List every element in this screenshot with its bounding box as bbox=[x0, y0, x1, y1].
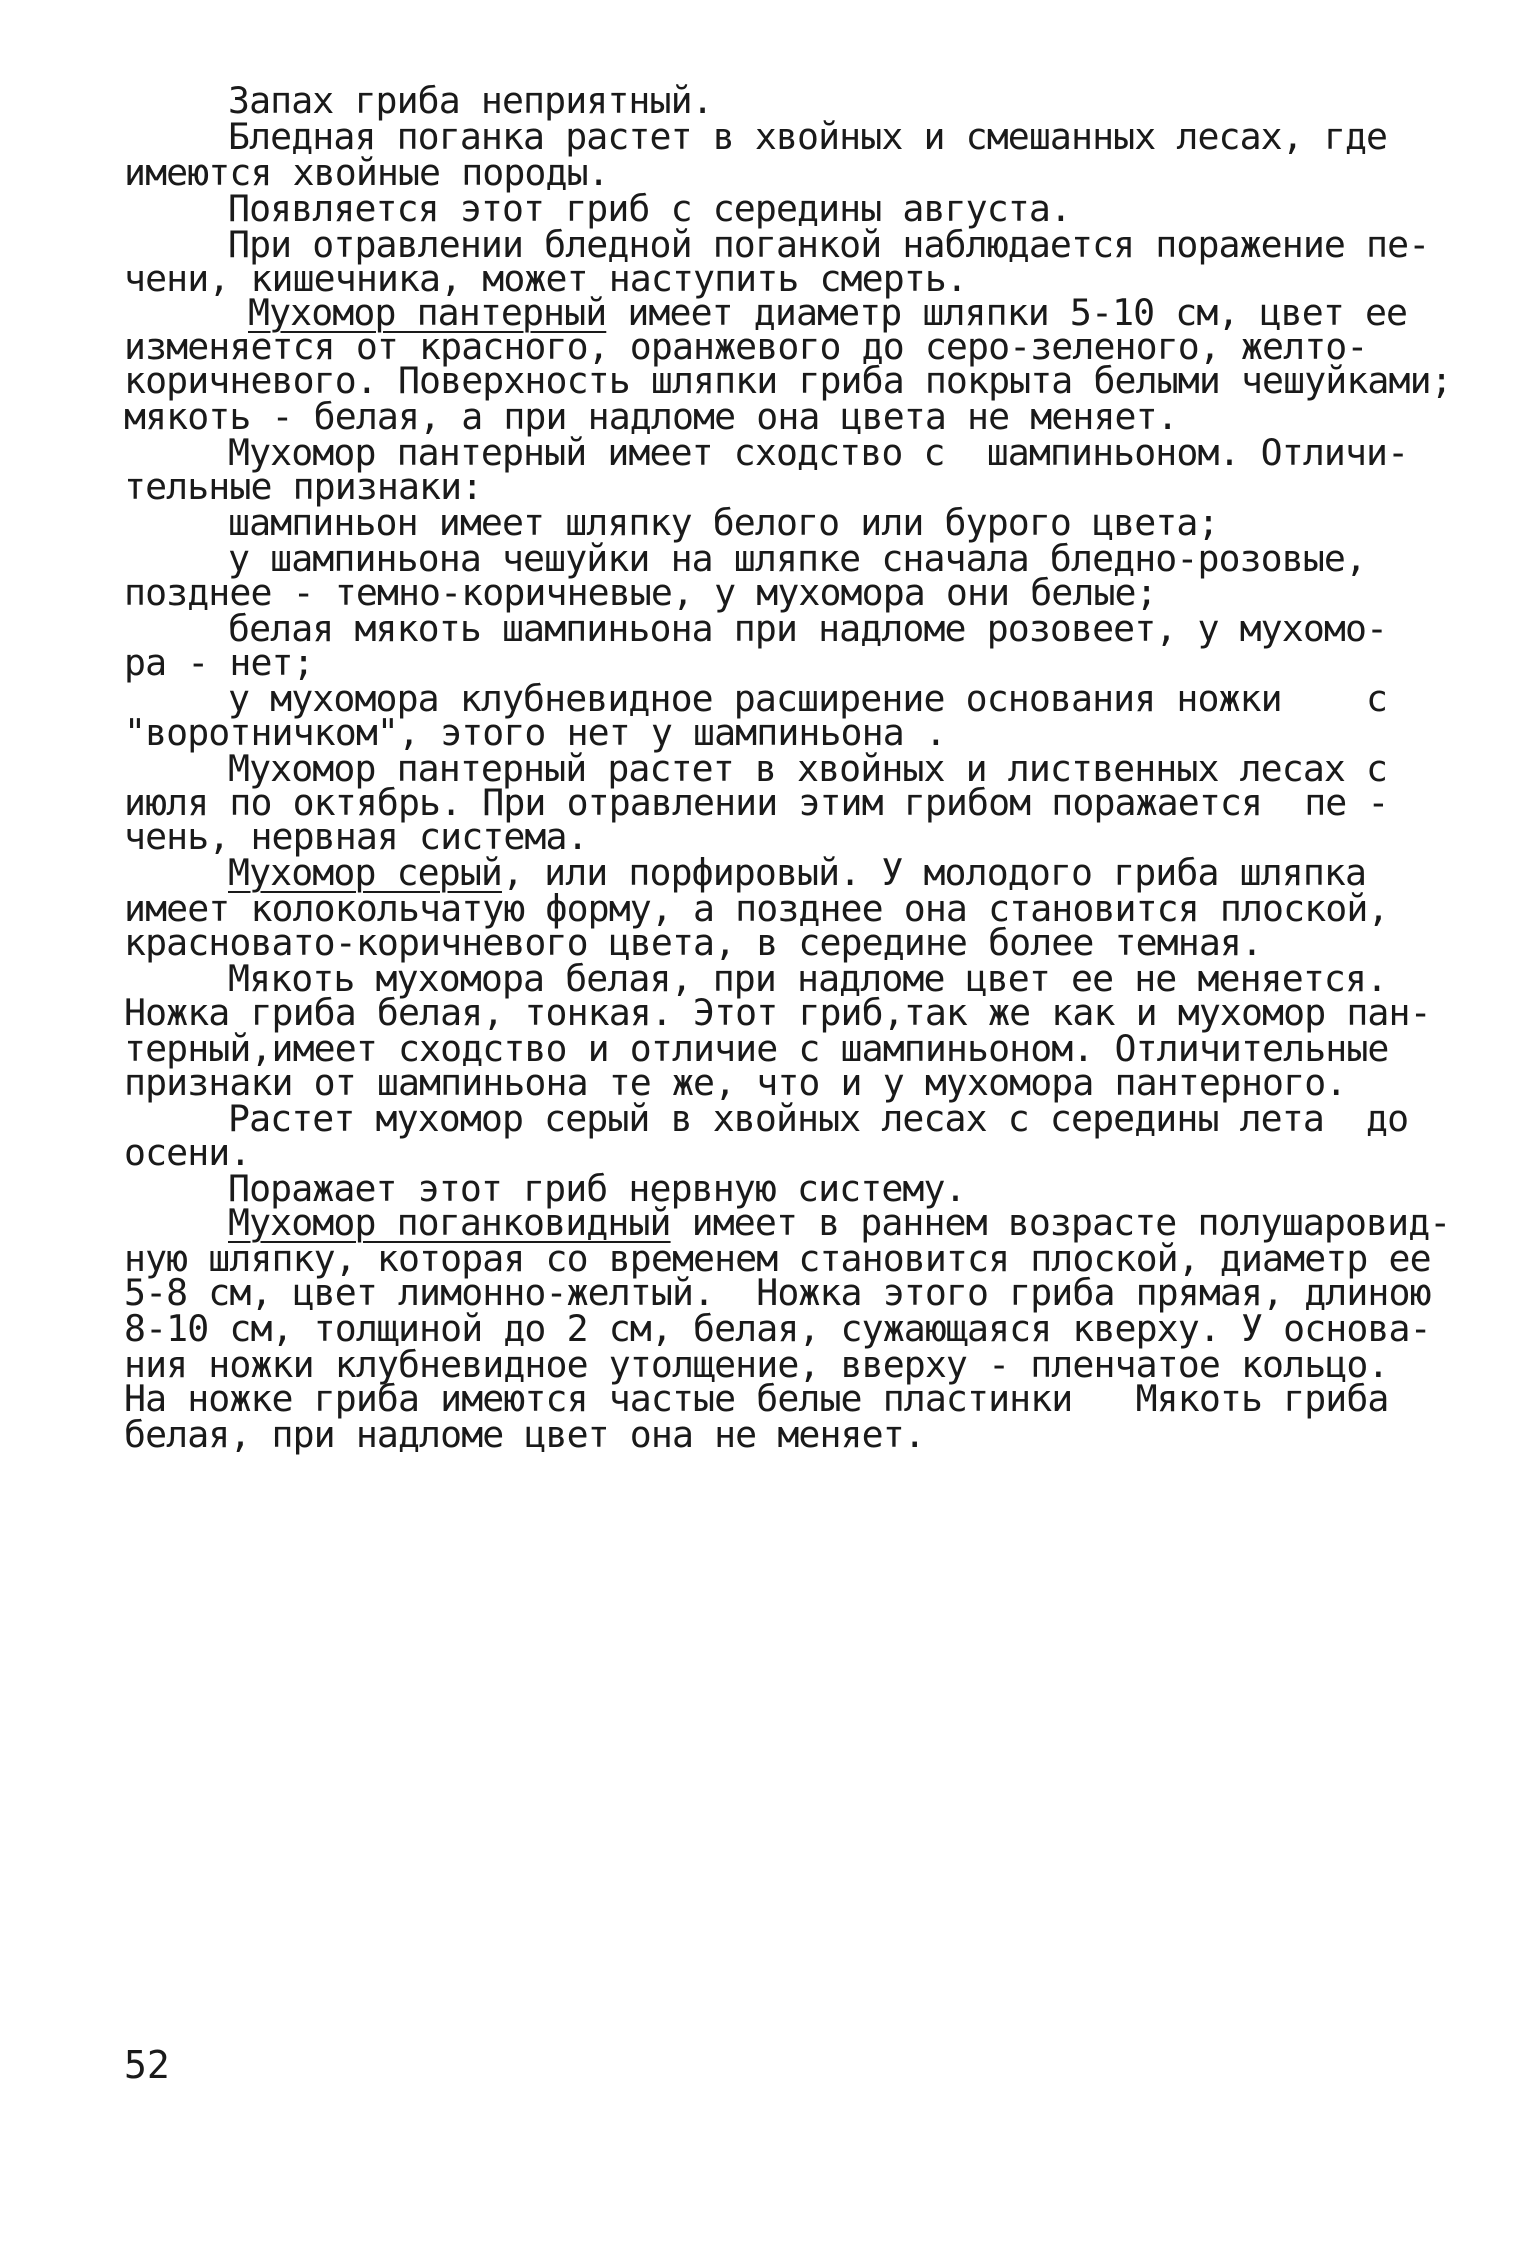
text-run: у мухомора клубневидное расширение основания ножки с bbox=[228, 677, 1388, 720]
text-run: тельные признаки: bbox=[124, 465, 483, 508]
text-run: чень, нервная система. bbox=[124, 815, 588, 858]
text-run: признаки от шампиньона те же, что и у мухомора пантерного. bbox=[124, 1061, 1347, 1104]
text-run: Растет мухомор серый в хвойных лесах с середины лета до bbox=[228, 1097, 1409, 1140]
underlined-heading: Мухомор поганковидный bbox=[228, 1201, 671, 1244]
text-run: Мякоть мухомора белая, при надломе цвет ее не меняется. bbox=[228, 957, 1388, 1000]
text-run: Поражает этот гриб нервную систему. bbox=[228, 1167, 966, 1210]
text-run: имеет в раннем возрасте полушаровид- bbox=[670, 1201, 1451, 1244]
page-number: 52 bbox=[124, 2043, 170, 2087]
text-run: красновато-коричневого цвета, в середине более темная. bbox=[124, 921, 1263, 964]
text-run: терный,имеет сходство и отличие с шампиньоном. Отличительные bbox=[124, 1027, 1389, 1070]
text-run: имеет колокольчатую форму, а позднее она становится плоской, bbox=[124, 887, 1389, 930]
text-run: мякоть - белая, а при надломе она цвета не меняет. bbox=[124, 395, 1178, 438]
text-run: На ножке гриба имеются частые белые пластинки Мякоть гриба bbox=[124, 1377, 1389, 1420]
text-run: коричневого. Поверхность шляпки гриба покрыта белыми чешуйками; bbox=[124, 359, 1452, 402]
text-line bbox=[124, 1410, 925, 1460]
text-run: Ножка гриба белая, тонкая. Этот гриб,так же как и мухомор пан- bbox=[124, 991, 1431, 1034]
text-run: осени. bbox=[124, 1131, 251, 1174]
text-run: 8-10 см, толщиной до 2 см, белая, сужающаяся кверху. У основа- bbox=[124, 1307, 1431, 1350]
text-run: При отравлении бледной поганкой наблюдается поражение пе- bbox=[228, 223, 1430, 266]
text-run: Мухомор пантерный имеет сходство с шампиньоном. Отличи- bbox=[228, 431, 1409, 474]
underlined-heading: Мухомор пантерный bbox=[248, 291, 607, 334]
text-line bbox=[228, 604, 1387, 654]
text-run: белая, при надломе цвет она не меняет. bbox=[124, 1413, 925, 1456]
text-run: "воротничком", этого нет у шампиньона . bbox=[124, 711, 946, 754]
text-run: ния ножки клубневидное утолщение, вверху - пленчатое кольцо. bbox=[124, 1343, 1389, 1386]
text-run: шампиньон имеет шляпку белого или бурого цвета; bbox=[228, 501, 1219, 544]
text-run: чени, кишечника, может наступить смерть. bbox=[124, 257, 967, 300]
text-run: Появляется этот гриб с середины августа. bbox=[228, 187, 1071, 230]
text-run: ра - нет; bbox=[124, 641, 314, 684]
text-run: июля по октябрь. При отравлении этим грибом поражается пе - bbox=[124, 781, 1389, 824]
text-run: , или порфировый. У молодого гриба шляпка bbox=[501, 851, 1367, 894]
text-run: 5-8 см, цвет лимонно-желтый. Ножка этого гриба прямая, длиною bbox=[124, 1271, 1431, 1314]
text-run: Мухомор пантерный растет в хвойных и лиственных лесах с bbox=[228, 747, 1388, 790]
text-run: Бледная поганка растет в хвойных и смешанных лесах, где bbox=[228, 115, 1388, 158]
text-run: имеются хвойные породы. bbox=[124, 151, 609, 194]
text-run: Запах гриба неприятный. bbox=[228, 79, 713, 122]
text-run: изменяется от красного, оранжевого до серо-зеленого, желто- bbox=[124, 325, 1368, 368]
text-run: имеет диаметр шляпки 5-10 см, цвет ее bbox=[606, 291, 1408, 334]
text-run: позднее - темно-коричневые, у мухомора они белые; bbox=[124, 571, 1157, 614]
text-line bbox=[228, 1094, 1408, 1144]
text-run: ную шляпку, которая со временем становится плоской, диаметр ее bbox=[124, 1237, 1431, 1280]
text-run: у шампиньона чешуйки на шляпке сначала бледно-розовые, bbox=[228, 537, 1367, 580]
underlined-heading: Мухомор серый bbox=[228, 851, 502, 894]
text-run: белая мякоть шампиньона при надломе розовеет, у мухомо- bbox=[228, 607, 1388, 650]
